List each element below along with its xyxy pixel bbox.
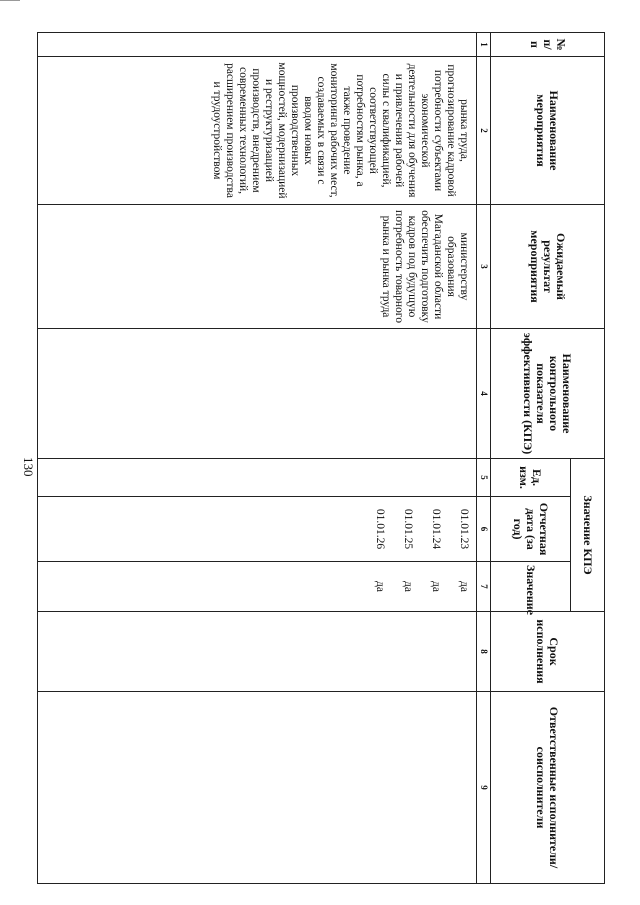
corner-mark	[0, 0, 20, 1]
column-number: 7	[477, 562, 491, 612]
row-unit	[38, 459, 477, 497]
table-row	[38, 33, 477, 884]
column-number-row	[477, 33, 491, 884]
kpi-value: да	[430, 581, 442, 592]
report-date: 01.01.23	[458, 508, 470, 550]
header-term: Срок исполнения	[491, 612, 605, 692]
kpi-value: да	[458, 581, 470, 592]
rotated-table-wrapper	[37, 32, 605, 883]
row-responsible	[38, 692, 477, 884]
header-report-date: Отчетная дата (за год)	[491, 497, 571, 562]
column-number: 8	[477, 612, 491, 692]
page-number: 130	[21, 457, 36, 477]
row-event: рынка труда, прогнозирование кадровой потребности субъектами экономической деятельности для обучения и привлечения рабочей силы с квалификацией, соответствующей потребностям рынка, а также проведение мониторинга рабочих мест, создаваемых в связи с вводом новых производственных мощностей, модернизацией и реструктуризацией производств, внедрением современных технологий, расширением производства и трудоустройством	[38, 57, 477, 205]
header-result: Ожидаемый результат мероприятия	[491, 205, 605, 329]
column-number: 4	[477, 329, 491, 459]
header-kpi-name: Наименование контрольного показателя эффективности (КПЭ)	[491, 329, 605, 459]
report-date: 01.01.24	[430, 508, 442, 550]
header-num: № п/п	[491, 33, 605, 57]
report-date: 01.01.26	[374, 508, 386, 550]
header-event: Наименование мероприятия	[491, 57, 605, 205]
row-kpi-name	[38, 329, 477, 459]
kpi-value: да	[402, 581, 414, 592]
kpi-table	[37, 32, 605, 884]
row-num	[38, 33, 477, 57]
header-unit: Ед. изм.	[491, 459, 571, 497]
column-number: 2	[477, 57, 491, 205]
row-dates	[38, 497, 477, 562]
report-date: 01.01.25	[402, 508, 414, 550]
header-value: Значение	[491, 562, 571, 612]
row-term	[38, 612, 477, 692]
row-result: министерству образования Магаданской области обеспечить подготовку кадров под будущую потребность товарного рынка и рынка труда	[38, 205, 477, 329]
kpi-value: да	[374, 581, 386, 592]
column-number: 3	[477, 205, 491, 329]
column-number: 5	[477, 459, 491, 497]
row-values	[38, 562, 477, 612]
header-kpi-group: Значение КПЭ	[571, 459, 605, 612]
header-responsible: Ответственные исполнители/ соисполнители	[491, 692, 605, 884]
column-number: 6	[477, 497, 491, 562]
column-number: 1	[477, 33, 491, 57]
column-number: 9	[477, 692, 491, 884]
